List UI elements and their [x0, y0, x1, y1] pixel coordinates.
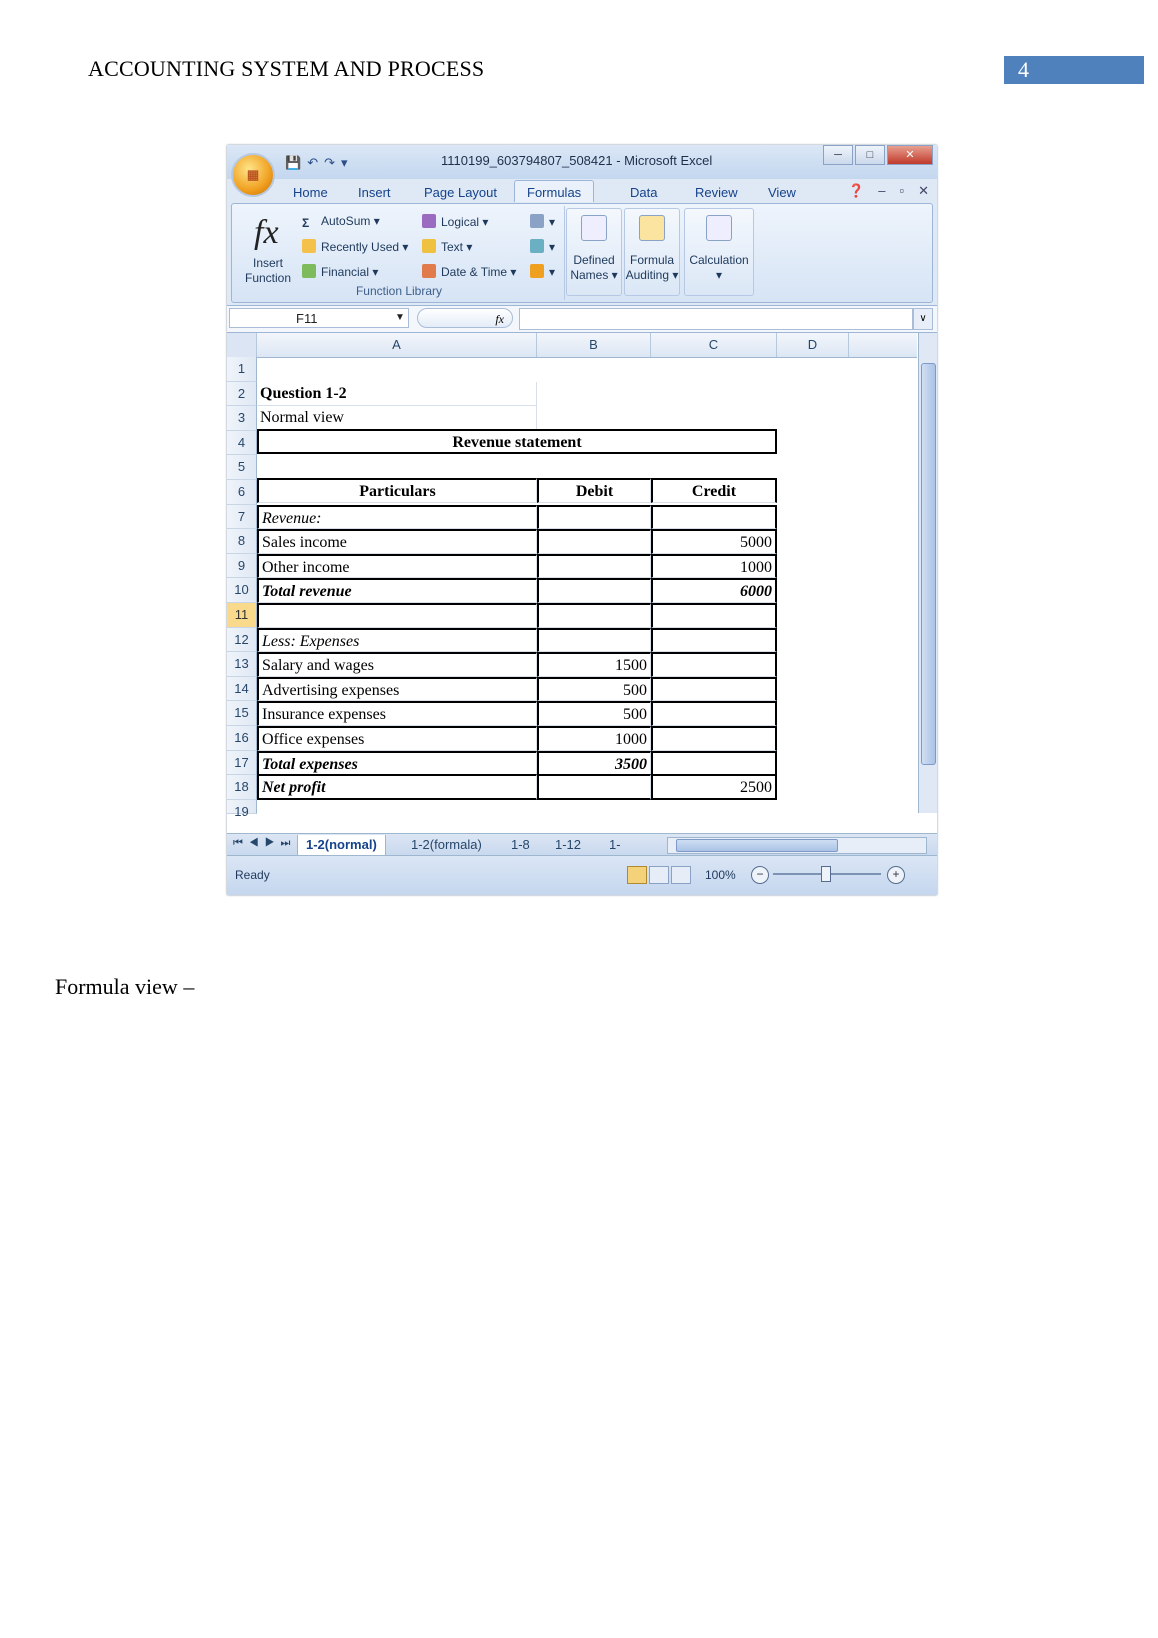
- logical-button[interactable]: Logical ▾: [422, 214, 488, 229]
- tab-review[interactable]: Review: [695, 185, 738, 200]
- cell-b15[interactable]: 500: [537, 701, 651, 726]
- financial-button[interactable]: Financial ▾: [302, 264, 378, 279]
- office-logo-icon: ▦: [246, 167, 260, 182]
- cell-c7[interactable]: [651, 505, 777, 530]
- cell-c10[interactable]: 6000: [651, 578, 777, 603]
- help-icon[interactable]: ❓: [848, 183, 865, 198]
- ribbon-close-icon[interactable]: ✕: [918, 183, 929, 198]
- window-controls: [823, 145, 933, 165]
- formula-auditing-label: Formula Auditing ▾: [625, 253, 679, 282]
- sheet-tab-normal[interactable]: 1-2(normal): [297, 835, 386, 856]
- cell-b6[interactable]: Debit: [537, 478, 651, 503]
- cell-b16[interactable]: 1000: [537, 726, 651, 751]
- cell-c11[interactable]: [651, 603, 777, 628]
- cell-b7[interactable]: [537, 505, 651, 530]
- cell-a14[interactable]: Advertising expenses: [257, 677, 537, 702]
- cell-c15[interactable]: [651, 701, 777, 726]
- more-functions-icon: [530, 264, 544, 278]
- column-header-b[interactable]: B: [537, 333, 651, 357]
- cell-a16[interactable]: Office expenses: [257, 726, 537, 751]
- defined-names-icon: [581, 215, 607, 241]
- name-box-dropdown-icon[interactable]: ▼: [395, 312, 405, 323]
- defined-names-label: Defined Names ▾: [570, 253, 618, 282]
- ribbon-minimize-icon[interactable]: –: [878, 183, 886, 198]
- sheet-tab-bar: [227, 833, 937, 856]
- page-layout-view-icon[interactable]: [649, 866, 669, 884]
- cell-a11[interactable]: [257, 603, 537, 628]
- cell-a6[interactable]: Particulars: [257, 478, 537, 503]
- tab-view[interactable]: View: [768, 185, 796, 200]
- sheet-tab-partial[interactable]: 1-: [609, 837, 621, 852]
- cell-c6[interactable]: Credit: [651, 478, 777, 503]
- row-header[interactable]: 15: [227, 701, 257, 726]
- calculation-label: Calculation ▾: [689, 253, 749, 282]
- column-header-d[interactable]: D: [777, 333, 849, 357]
- view-buttons: [627, 866, 691, 884]
- formula-view-caption: Formula view –: [55, 974, 195, 999]
- row-header[interactable]: 19: [227, 800, 257, 814]
- function-library-label: Function Library: [355, 284, 443, 298]
- sheet-nav-arrows-icon[interactable]: ⏮◀▶⏭: [233, 837, 297, 849]
- text-book-icon: [422, 239, 436, 253]
- row-header[interactable]: 18: [227, 775, 257, 800]
- calculation-button[interactable]: [684, 208, 754, 296]
- calculator-icon: [706, 215, 732, 241]
- undo-icon[interactable]: ↶: [307, 155, 319, 170]
- cell-c17[interactable]: [651, 751, 777, 776]
- lookup-reference-button[interactable]: ▾: [530, 214, 555, 229]
- status-bar: [227, 855, 937, 895]
- tab-page-layout[interactable]: Page Layout: [424, 185, 498, 200]
- save-icon[interactable]: 💾: [285, 155, 302, 170]
- cell-b14[interactable]: 500: [537, 677, 651, 702]
- cell-b8[interactable]: [537, 529, 651, 554]
- excel-screenshot: [227, 145, 937, 895]
- row-header[interactable]: 7: [227, 505, 257, 530]
- vertical-scrollbar[interactable]: [918, 333, 937, 813]
- sheet-tab-formala[interactable]: 1-2(formala): [411, 837, 482, 852]
- defined-names-button[interactable]: [566, 208, 622, 296]
- cell-b13[interactable]: 1500: [537, 652, 651, 677]
- expand-formula-bar-icon[interactable]: ∨: [913, 308, 933, 330]
- cell-a8[interactable]: Sales income: [257, 529, 537, 554]
- normal-view-icon[interactable]: [627, 866, 647, 884]
- cell-c14[interactable]: [651, 677, 777, 702]
- theta-book-icon: [530, 239, 544, 253]
- cell-b9[interactable]: [537, 554, 651, 579]
- row-header[interactable]: 4: [227, 431, 257, 456]
- insert-function-fx-button[interactable]: fx: [417, 308, 513, 328]
- cell-b18[interactable]: [537, 774, 651, 800]
- minimize-button[interactable]: ─: [823, 145, 853, 165]
- name-box[interactable]: F11: [229, 308, 409, 328]
- worksheet-grid: [227, 333, 937, 833]
- page-break-view-icon[interactable]: [671, 866, 691, 884]
- ribbon-restore-icon[interactable]: ▫: [899, 183, 905, 198]
- cell-b11[interactable]: [537, 603, 651, 628]
- maximize-button[interactable]: □: [855, 145, 885, 165]
- cell-c18[interactable]: 2500: [651, 774, 777, 800]
- sheet-tab-1-8[interactable]: 1-8: [511, 837, 530, 852]
- more-functions-button[interactable]: ▾: [530, 264, 555, 279]
- column-header-e[interactable]: [849, 333, 917, 357]
- text-button[interactable]: Text ▾: [422, 239, 472, 254]
- cell-a2[interactable]: Question 1-2: [257, 382, 537, 407]
- recently-used-button[interactable]: Recently Used ▾: [302, 239, 408, 254]
- tab-data[interactable]: Data: [630, 185, 658, 200]
- customize-qat-icon[interactable]: ▾: [341, 155, 348, 170]
- cell-c16[interactable]: [651, 726, 777, 751]
- tab-formulas[interactable]: Formulas: [514, 180, 594, 202]
- tab-insert[interactable]: Insert: [358, 185, 391, 200]
- row-header[interactable]: 17: [227, 751, 257, 776]
- cell-c13[interactable]: [651, 652, 777, 677]
- column-header-a[interactable]: A: [257, 333, 537, 357]
- ribbon-tabs: [227, 179, 937, 203]
- office-button[interactable]: [231, 153, 275, 197]
- zoom-out-icon[interactable]: −: [751, 866, 769, 884]
- calendar-book-icon: [422, 264, 436, 278]
- row-header[interactable]: 13: [227, 652, 257, 677]
- lookup-icon: [530, 214, 544, 228]
- row-header[interactable]: 16: [227, 726, 257, 751]
- function-library-group: [234, 206, 565, 300]
- date-time-button[interactable]: Date & Time ▾: [422, 264, 516, 279]
- zoom-level[interactable]: 100%: [705, 868, 736, 882]
- ribbon-formulas: [231, 203, 933, 303]
- row-header[interactable]: 5: [227, 455, 257, 480]
- zoom-in-icon[interactable]: +: [887, 866, 905, 884]
- formula-bar: [227, 305, 937, 333]
- row-header[interactable]: 12: [227, 628, 257, 653]
- redo-icon[interactable]: ↷: [324, 155, 335, 170]
- formula-input[interactable]: [519, 308, 913, 330]
- cell-a12[interactable]: Less: Expenses: [257, 628, 537, 653]
- excel-titlebar: [227, 145, 937, 179]
- cell-b17[interactable]: 3500: [537, 751, 651, 776]
- money-book-icon: [302, 264, 316, 278]
- row-header[interactable]: 9: [227, 554, 257, 579]
- row-header[interactable]: 8: [227, 529, 257, 554]
- sheet-tab-1-12[interactable]: 1-12: [555, 837, 582, 852]
- cell-a4-merged[interactable]: Revenue statement: [257, 429, 777, 454]
- cell-a9[interactable]: Other income: [257, 554, 537, 579]
- cell-a3[interactable]: Normal view: [257, 406, 537, 431]
- autosum-button[interactable]: Σ AutoSum ▾: [302, 214, 380, 230]
- formula-auditing-button[interactable]: [624, 208, 680, 296]
- cell-b12[interactable]: [537, 628, 651, 653]
- window-title: 1110199_603794807_508421 - Microsoft Excel: [441, 153, 713, 168]
- row-header[interactable]: 2: [227, 382, 257, 407]
- row-header[interactable]: 6: [227, 480, 257, 505]
- star-book-icon: [302, 239, 316, 253]
- document-header-title: ACCOUNTING SYSTEM AND PROCESS: [88, 56, 485, 81]
- cell-a10[interactable]: Total revenue: [257, 578, 537, 603]
- ribbon-window-controls: [848, 183, 929, 199]
- quick-access-toolbar: [285, 153, 348, 173]
- zoom-slider-thumb[interactable]: [821, 866, 831, 882]
- page-number-badge: 4: [1004, 56, 1144, 84]
- cell-c8[interactable]: 5000: [651, 529, 777, 554]
- row-header[interactable]: 10: [227, 578, 257, 603]
- insert-function-label: Insert Function: [244, 256, 292, 285]
- status-text: Ready: [235, 868, 270, 882]
- cell-a15[interactable]: Insurance expenses: [257, 701, 537, 726]
- cell-a13[interactable]: Salary and wages: [257, 652, 537, 677]
- cell-c9[interactable]: 1000: [651, 554, 777, 579]
- horizontal-scrollbar[interactable]: [667, 837, 927, 854]
- cell-a18[interactable]: Net profit: [257, 774, 537, 800]
- cell-c12[interactable]: [651, 628, 777, 653]
- select-all-corner[interactable]: [227, 333, 257, 357]
- row-header[interactable]: 1: [227, 357, 257, 382]
- sigma-icon: Σ: [302, 216, 310, 230]
- row-header-selected[interactable]: 11: [227, 603, 257, 628]
- horizontal-scroll-thumb[interactable]: [676, 839, 838, 852]
- close-button[interactable]: ✕: [887, 145, 933, 165]
- cell-a7[interactable]: Revenue:: [257, 505, 537, 530]
- vertical-scroll-thumb[interactable]: [921, 363, 936, 765]
- column-headers: [227, 333, 917, 358]
- row-header[interactable]: 3: [227, 406, 257, 431]
- cell-a17[interactable]: Total expenses: [257, 751, 537, 776]
- formula-auditing-icon: [639, 215, 665, 241]
- tab-home[interactable]: Home: [293, 185, 328, 200]
- column-header-c[interactable]: C: [651, 333, 777, 357]
- row-header[interactable]: 14: [227, 677, 257, 702]
- fx-icon: fx: [254, 214, 279, 251]
- math-trig-button[interactable]: ▾: [530, 239, 555, 254]
- logical-book-icon: [422, 214, 436, 228]
- cell-b10[interactable]: [537, 578, 651, 603]
